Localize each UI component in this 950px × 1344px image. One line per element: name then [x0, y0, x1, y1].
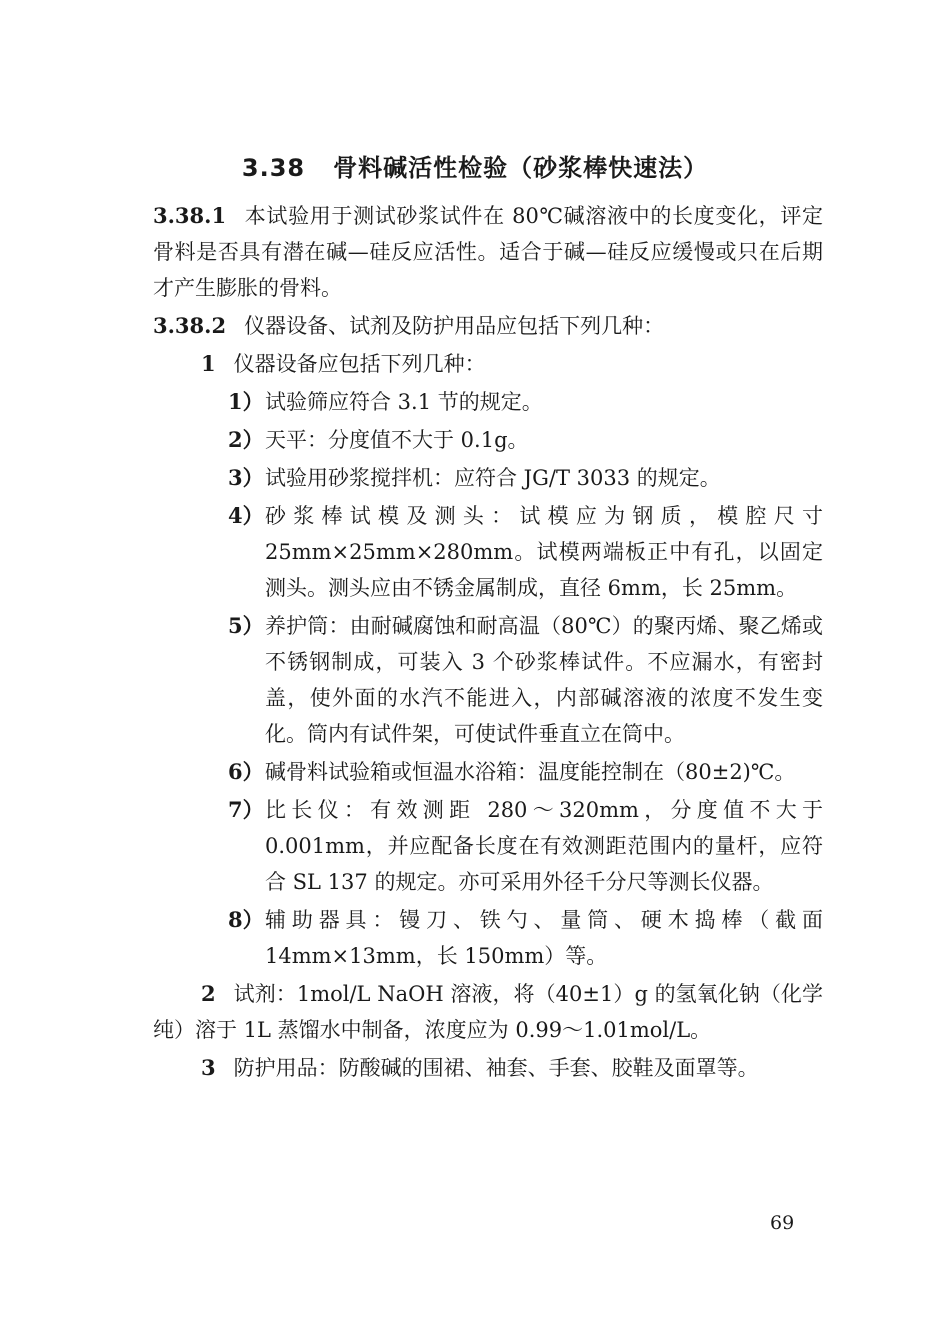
clause-number: 3.38.1	[153, 203, 227, 228]
sub-item-number: 3）	[228, 465, 264, 490]
sub-item-text: 试验用砂浆搅拌机：应符合 JG/T 3033 的规定。	[265, 466, 721, 490]
sub-item	[153, 754, 823, 790]
sub-item	[153, 384, 823, 420]
sub-item-text: 养护筒：由耐碱腐蚀和耐高温（80℃）的聚丙烯、聚乙烯或不锈钢制成，可装入 3 个砂浆棒试件。不应漏水，有密封盖，使外面的水汽不能进入，内部碱溶液的浓度不发生变化。筒内有试件架，可使试件垂直立在筒中。	[265, 614, 823, 746]
sub-item-number: 7）	[228, 797, 264, 822]
sub-item-text: 天平：分度值不大于 0.1g。	[265, 428, 529, 452]
sub-item-text: 砂浆棒试模及测头：试模应为钢质，模腔尺寸 25mm×25mm×280mm。试模两端板正中有孔，以固定测头。测头应由不锈金属制成，直径 6mm，长 25mm。	[265, 504, 823, 600]
page-number: 69	[770, 1212, 795, 1234]
section-title	[0, 148, 950, 183]
item-1	[201, 346, 823, 382]
sub-item-text: 碱骨料试验箱或恒温水浴箱：温度能控制在（80±2)℃。	[265, 760, 796, 784]
sub-item	[153, 460, 823, 496]
clause-text: 仪器设备、试剂及防护用品应包括下列几种：	[244, 314, 665, 338]
section-number: 3.38	[241, 154, 306, 182]
sub-item	[153, 792, 823, 900]
sub-item	[153, 422, 823, 458]
clause-number: 3.38.2	[153, 313, 227, 338]
item-number: 2	[201, 981, 216, 1006]
sub-item	[153, 608, 823, 752]
sub-item-number: 4）	[228, 503, 264, 528]
sub-item-number: 8）	[228, 907, 264, 932]
item-2	[153, 976, 823, 1048]
clause-3-38-2	[153, 308, 823, 344]
clause-text: 本试验用于测试砂浆试件在 80℃碱溶液中的长度变化，评定骨料是否具有潜在碱—硅反应活性。适合于碱—硅反应缓慢或只在后期才产生膨胀的骨料。	[153, 204, 823, 300]
section-title-text: 骨料碱活性检验（砂浆棒快速法）	[333, 154, 709, 182]
sub-item-text: 辅助器具：镘刀、铁勺、量筒、硬木捣棒（截面 14mm×13mm，长 150mm）等。	[265, 908, 823, 968]
item-3	[201, 1050, 823, 1086]
clause-3-38-1	[153, 198, 823, 306]
item-number: 1	[201, 351, 216, 376]
sub-item-number: 5）	[228, 613, 264, 638]
sub-item-number: 2）	[228, 427, 264, 452]
sub-item	[153, 902, 823, 974]
sub-item-text: 试验筛应符合 3.1 节的规定。	[265, 390, 543, 414]
item-number: 3	[201, 1055, 216, 1080]
sub-item	[153, 498, 823, 606]
sub-item-text: 比长仪：有效测距 280～320mm，分度值不大于 0.001mm，并应配备长度在有效测距范围内的量杆，应符合 SL 137 的规定。亦可采用外径千分尺等测长仪器。	[265, 798, 823, 894]
document-body	[153, 198, 823, 1088]
sub-item-number: 1）	[228, 389, 264, 414]
item-text: 仪器设备应包括下列几种：	[233, 352, 486, 376]
item-text: 试剂：1mol/L NaOH 溶液，将（40±1）g 的氢氧化钠（化学纯）溶于 1L 蒸馏水中制备，浓度应为 0.99～1.01mol/L。	[153, 982, 823, 1042]
item-text: 防护用品：防酸碱的围裙、袖套、手套、胶鞋及面罩等。	[233, 1056, 759, 1080]
sub-item-number: 6）	[228, 759, 264, 784]
